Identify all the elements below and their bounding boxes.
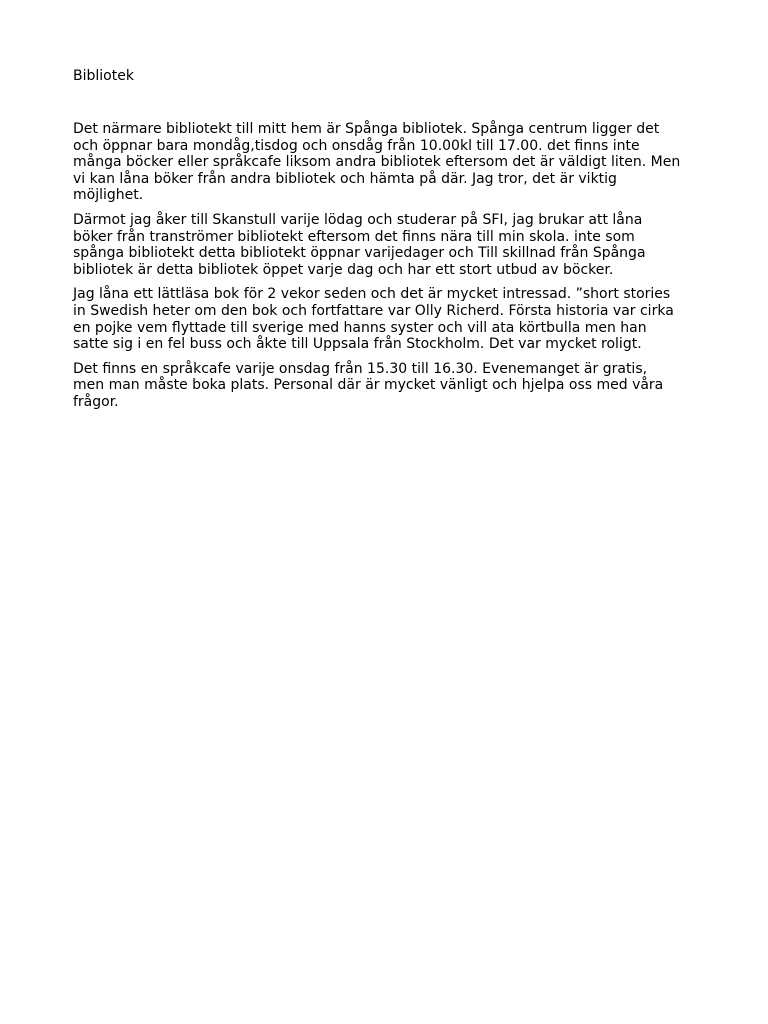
paragraph-2: Därmot jag åker till Skanstull varije lödag och studerar på SFI, jag brukar att låna böker från tranströmer bibliotekt eftersom det finns nära till min skola. inte som spånga bibliotekt detta bibliotekt öppnar varijedager och Till skillnad från Spånga bibliotek är detta bibliotek öppet varje dag och har ett stort utbud av böcker.: [73, 211, 646, 278]
paragraph-4: Det finns en språkcafe varije onsdag från 15.30 till 16.30. Evenemanget är gratis, men man måste boka plats. Personal där är mycket vänligt och hjelpa oss med våra frågor.: [73, 360, 664, 410]
paragraph-1: Det närmare bibliotekt till mitt hem är Spånga bibliotek. Spånga centrum ligger det och öppnar bara mondåg,tisdog och onsdåg från 10.00kl till 17.00. det finns inte många böcker eller språkcafe liksom andra bibliotek eftersom det är väldigt liten. Men vi kan låna böker från andra bibliotek och hämta på där. Jag tror, det är viktig möjlighet.: [73, 121, 681, 204]
paragraph-3: Jag låna ett lättläsa bok för 2 vekor seden och det är mycket intressad. ”short stories in Swedish heter om den bok och fortfattare var Olly Richerd. Första historia var cirka en pojke vem flyttade till sverige med hanns syster och vill ata körtbulla men han satte sig i en fel buss och åkte till Uppsala från Stockholm. Det var mycket roligt.: [73, 286, 674, 353]
document-title: Bibliotek: [73, 68, 134, 84]
document-body: [73, 121, 713, 419]
